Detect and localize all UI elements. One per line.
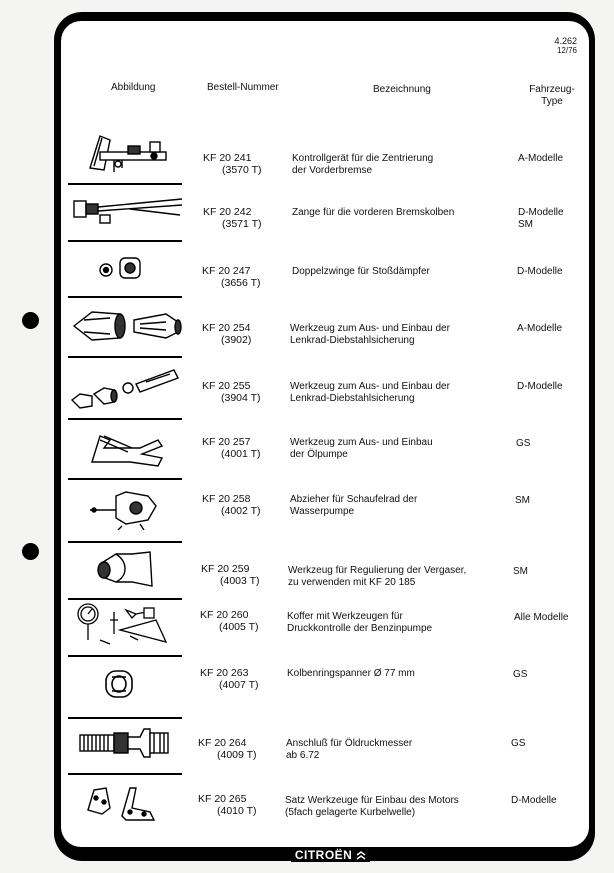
order-number — [202, 380, 261, 404]
order-number — [202, 322, 251, 346]
footer — [60, 846, 601, 860]
punch-hole-bottom — [22, 543, 39, 560]
designation-line: Anschluß für Öldruckmesser — [286, 738, 413, 749]
order-number — [198, 737, 257, 761]
row-divider — [68, 240, 182, 242]
designation-line: Druckkontrolle der Benzinpumpe — [287, 622, 433, 634]
ref-number: (3571 T) — [222, 218, 262, 230]
designation-line: Lenkrad-Diebstahlsicherung — [290, 392, 415, 404]
designation-line: Wasserpumpe — [290, 505, 355, 517]
vehicle-type-line: A-Modelle — [517, 323, 563, 334]
pressure-gauge-kit-icon — [70, 600, 182, 650]
piston-ring-compressor-icon — [70, 667, 182, 703]
designation-line: zu verwenden mit KF 20 185 — [288, 576, 416, 588]
ref-number: (3902) — [221, 334, 252, 346]
row-divider — [68, 296, 182, 298]
designation — [292, 266, 430, 278]
centering-gauge-icon — [70, 128, 182, 178]
kf-number: KF 20 242 — [203, 206, 252, 218]
vehicle-type — [516, 438, 530, 450]
header-order-number: Bestell-Nummer — [207, 82, 279, 93]
ref-number: (4002 T) — [221, 505, 261, 517]
designation-line: Werkzeug zum Aus- und Einbau — [290, 437, 433, 448]
kf-number: KF 20 264 — [198, 737, 247, 749]
designation-line: Abzieher für Schaufelrad der — [290, 494, 418, 505]
row-divider — [68, 655, 182, 657]
designation — [290, 381, 450, 404]
impeller-puller-icon — [70, 486, 182, 530]
kf-number: KF 20 257 — [202, 436, 251, 448]
vehicle-type-line: D-Modelle — [511, 795, 557, 806]
designation-line: Zange für die vorderen Bremskolben — [292, 207, 455, 218]
ref-number: (4005 T) — [219, 621, 259, 633]
vehicle-type — [511, 795, 557, 807]
page-date: 12/76 — [556, 46, 577, 55]
designation-line: Doppelzwinge für Stoßdämpfer — [292, 266, 430, 277]
ref-number: (4010 T) — [217, 805, 257, 817]
brand-logo — [291, 848, 370, 862]
vehicle-type — [518, 207, 564, 230]
designation-line: Lenkrad-Diebstahlsicherung — [290, 334, 415, 346]
designation-line: der Ölpumpe — [290, 448, 348, 460]
vehicle-type — [511, 738, 525, 750]
page-number-block — [551, 36, 577, 56]
carburettor-tool-icon — [70, 546, 182, 594]
row-divider — [68, 541, 182, 543]
vehicle-type-line: SM — [515, 495, 530, 506]
vehicle-type-line: SM — [518, 218, 533, 230]
designation-line: Werkzeug zum Aus- und Einbau der — [290, 381, 450, 392]
vehicle-type-line: Alle Modelle — [514, 612, 569, 623]
brand-name: CITROËN — [294, 848, 353, 862]
row-divider — [68, 183, 182, 185]
ref-number: (3656 T) — [221, 277, 261, 289]
vehicle-type — [517, 266, 563, 278]
ref-number: (4003 T) — [220, 575, 260, 587]
designation-line: (5fach gelagerte Kurbelwelle) — [285, 806, 416, 818]
double-chevron-logo-icon — [356, 850, 366, 860]
vehicle-type — [513, 669, 527, 681]
vehicle-type-line: D-Modelle — [518, 207, 564, 218]
kf-number: KF 20 254 — [202, 322, 251, 334]
order-number — [198, 793, 257, 817]
vehicle-type-line: SM — [513, 566, 528, 577]
double-clamp-icon — [70, 250, 182, 284]
designation — [290, 494, 417, 517]
kf-number: KF 20 247 — [202, 265, 251, 277]
header-vehicle-type-line2: Type — [541, 96, 563, 107]
kf-number: KF 20 265 — [198, 793, 247, 805]
kf-number: KF 20 260 — [200, 609, 249, 621]
vehicle-type — [513, 566, 528, 578]
vehicle-type — [514, 612, 568, 624]
kf-number: KF 20 241 — [203, 152, 252, 164]
ref-number: (4007 T) — [219, 679, 259, 691]
brake-piston-pliers-icon — [70, 193, 182, 229]
engine-fitting-set-icon — [70, 780, 182, 824]
kf-number: KF 20 258 — [202, 493, 251, 505]
designation — [292, 153, 433, 176]
designation — [285, 795, 459, 818]
header-vehicle-type-line1: Fahrzeug- — [529, 84, 575, 95]
header-image: Abbildung — [111, 82, 156, 93]
designation-line: Kontrollgerät für die Zentrierung — [292, 153, 434, 164]
oil-gauge-adapter-icon — [70, 725, 182, 765]
vehicle-type-line: GS — [511, 738, 526, 749]
kf-number: KF 20 259 — [201, 563, 250, 575]
designation — [287, 611, 432, 634]
vehicle-type — [515, 495, 530, 507]
row-divider — [68, 773, 182, 775]
ref-number: (4001 T) — [221, 448, 261, 460]
order-number — [203, 206, 262, 230]
oil-pump-tool-icon — [70, 426, 182, 470]
vehicle-type-line: GS — [513, 669, 528, 680]
row-divider — [68, 478, 182, 480]
vehicle-type — [517, 323, 562, 335]
designation-line: Koffer mit Werkzeugen für — [287, 611, 403, 622]
designation-line: Werkzeug zum Aus- und Einbau der — [290, 323, 450, 334]
ref-number: (3570 T) — [222, 164, 262, 176]
vehicle-type-line: A-Modelle — [518, 153, 564, 164]
designation-line: der Vorderbremse — [292, 164, 373, 176]
vehicle-type-line: GS — [516, 438, 531, 449]
order-number — [202, 436, 261, 460]
kf-number: KF 20 255 — [202, 380, 251, 392]
steering-lock-tool-icon — [70, 304, 182, 348]
order-number — [203, 152, 262, 176]
designation — [292, 207, 454, 219]
designation — [288, 565, 466, 588]
order-number — [201, 563, 260, 587]
designation-line: Werkzeug für Regulierung der Vergaser, — [288, 565, 467, 576]
page-number: 4.262 — [554, 36, 577, 46]
designation — [290, 323, 450, 346]
order-number — [202, 265, 261, 289]
punch-hole-top — [22, 312, 39, 329]
vehicle-type — [517, 381, 563, 393]
designation-line: Satz Werkzeuge für Einbau des Motors — [285, 795, 459, 806]
designation — [287, 668, 415, 680]
vehicle-type-line: D-Modelle — [517, 266, 563, 277]
designation — [290, 437, 433, 460]
ref-number: (3904 T) — [221, 392, 261, 404]
kf-number: KF 20 263 — [200, 667, 249, 679]
designation-line: ab 6.72 — [286, 749, 320, 761]
designation-line: Kolbenringspanner Ø 77 mm — [287, 668, 415, 679]
steering-lock-tool-set-icon — [70, 364, 182, 412]
header-vehicle-type — [527, 84, 577, 108]
order-number — [200, 609, 259, 633]
ref-number: (4009 T) — [217, 749, 257, 761]
order-number — [200, 667, 259, 691]
vehicle-type — [518, 153, 563, 165]
designation — [286, 738, 412, 761]
header-designation: Bezeichnung — [373, 84, 431, 95]
row-divider — [68, 717, 182, 719]
order-number — [202, 493, 261, 517]
row-divider — [68, 418, 182, 420]
row-divider — [68, 356, 182, 358]
vehicle-type-line: D-Modelle — [517, 381, 563, 392]
